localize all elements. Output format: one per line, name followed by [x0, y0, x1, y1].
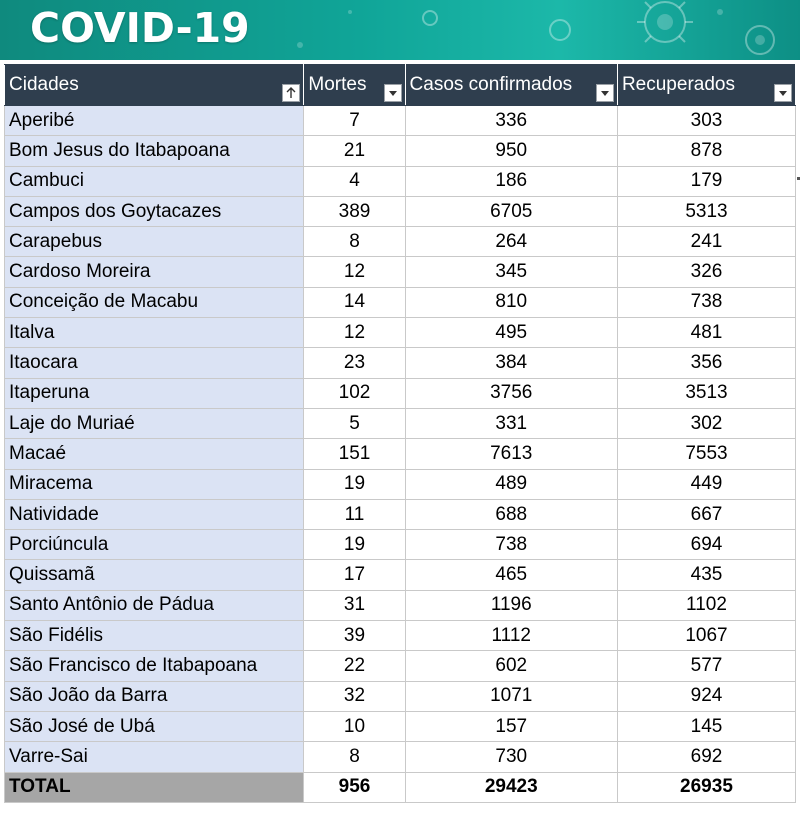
recovered-cell[interactable]: 303: [617, 106, 795, 136]
confirmed-cell[interactable]: 384: [405, 348, 617, 378]
recovered-cell[interactable]: 667: [617, 499, 795, 529]
arrow-up-icon: [286, 87, 296, 99]
city-cell[interactable]: Bom Jesus do Itabapoana: [5, 136, 304, 166]
total-label-cell[interactable]: TOTAL: [5, 772, 304, 802]
city-cell[interactable]: Itaperuna: [5, 378, 304, 408]
table-row[interactable]: [5, 196, 796, 226]
deaths-cell[interactable]: 32: [304, 681, 405, 711]
page-title: COVID-19: [30, 4, 250, 52]
column-header-confirmed: [405, 65, 617, 106]
table-row[interactable]: [5, 560, 796, 590]
deaths-cell[interactable]: 8: [304, 742, 405, 772]
confirmed-cell[interactable]: 950: [405, 136, 617, 166]
recovered-cell[interactable]: 1067: [617, 621, 795, 651]
recovered-cell[interactable]: 738: [617, 287, 795, 317]
sort-ascending-button[interactable]: [282, 84, 300, 102]
table-row[interactable]: [5, 499, 796, 529]
deaths-cell[interactable]: 12: [304, 318, 405, 348]
deaths-cell[interactable]: 17: [304, 560, 405, 590]
table-row[interactable]: [5, 590, 796, 620]
table-row[interactable]: [5, 166, 796, 196]
confirmed-cell[interactable]: 345: [405, 257, 617, 287]
column-header-recovered: [617, 65, 795, 106]
recovered-cell[interactable]: 356: [617, 348, 795, 378]
table-row[interactable]: [5, 439, 796, 469]
header-label: Mortes: [308, 74, 367, 95]
recovered-cell[interactable]: 302: [617, 408, 795, 438]
confirmed-cell[interactable]: 730: [405, 742, 617, 772]
deaths-cell[interactable]: 7: [304, 106, 405, 136]
city-cell[interactable]: Carapebus: [5, 227, 304, 257]
recovered-cell[interactable]: 179: [617, 166, 795, 196]
deaths-cell[interactable]: 22: [304, 651, 405, 681]
confirmed-cell[interactable]: 336: [405, 106, 617, 136]
header-label: Recuperados: [621, 74, 735, 95]
dropdown-triangle-icon: [600, 89, 610, 97]
city-cell[interactable]: Quissamã: [5, 560, 304, 590]
confirmed-cell[interactable]: 1196: [405, 590, 617, 620]
total-deaths-cell[interactable]: 956: [304, 772, 405, 802]
city-cell[interactable]: Italva: [5, 318, 304, 348]
confirmed-cell[interactable]: 186: [405, 166, 617, 196]
recovered-cell[interactable]: 435: [617, 560, 795, 590]
covid-table: [4, 64, 796, 803]
deaths-cell[interactable]: 11: [304, 499, 405, 529]
recovered-cell[interactable]: 241: [617, 227, 795, 257]
confirmed-cell[interactable]: 1071: [405, 681, 617, 711]
total-recovered-cell[interactable]: 26935: [617, 772, 795, 802]
city-cell[interactable]: Santo Antônio de Pádua: [5, 590, 304, 620]
deaths-cell[interactable]: 12: [304, 257, 405, 287]
recovered-cell[interactable]: 449: [617, 469, 795, 499]
deaths-cell[interactable]: 31: [304, 590, 405, 620]
confirmed-cell[interactable]: 602: [405, 651, 617, 681]
recovered-cell[interactable]: 1102: [617, 590, 795, 620]
header-row: [5, 65, 796, 106]
confirmed-cell[interactable]: 331: [405, 408, 617, 438]
table-row[interactable]: [5, 651, 796, 681]
header-label: Cidades: [9, 74, 79, 95]
table-row[interactable]: [5, 318, 796, 348]
table-row[interactable]: [5, 711, 796, 741]
recovered-cell[interactable]: 692: [617, 742, 795, 772]
deaths-cell[interactable]: 5: [304, 408, 405, 438]
city-cell[interactable]: Varre-Sai: [5, 742, 304, 772]
deaths-cell[interactable]: 14: [304, 287, 405, 317]
table-row[interactable]: [5, 348, 796, 378]
confirmed-cell[interactable]: 495: [405, 318, 617, 348]
table-row[interactable]: [5, 378, 796, 408]
table-row[interactable]: [5, 408, 796, 438]
city-cell[interactable]: Conceição de Macabu: [5, 287, 304, 317]
city-cell[interactable]: São Fidélis: [5, 621, 304, 651]
confirmed-cell[interactable]: 1112: [405, 621, 617, 651]
confirmed-cell[interactable]: 688: [405, 499, 617, 529]
table-row[interactable]: [5, 621, 796, 651]
table-row[interactable]: [5, 742, 796, 772]
column-header-deaths: [304, 65, 405, 106]
recovered-cell[interactable]: 924: [617, 681, 795, 711]
recovered-cell[interactable]: 7553: [617, 439, 795, 469]
city-cell[interactable]: Aperibé: [5, 106, 304, 136]
confirmed-cell[interactable]: 3756: [405, 378, 617, 408]
recovered-cell[interactable]: 5313: [617, 196, 795, 226]
header-label: Casos confirmados: [409, 74, 573, 95]
table-row[interactable]: [5, 227, 796, 257]
filter-dropdown-button[interactable]: [596, 84, 614, 102]
recovered-cell[interactable]: 577: [617, 651, 795, 681]
table-row[interactable]: [5, 257, 796, 287]
recovered-cell[interactable]: 694: [617, 530, 795, 560]
city-cell[interactable]: Laje do Muriaé: [5, 408, 304, 438]
deaths-cell[interactable]: 39: [304, 621, 405, 651]
deaths-cell[interactable]: 389: [304, 196, 405, 226]
deaths-cell[interactable]: 10: [304, 711, 405, 741]
recovered-cell[interactable]: 878: [617, 136, 795, 166]
confirmed-cell[interactable]: 264: [405, 227, 617, 257]
city-cell[interactable]: Macaé: [5, 439, 304, 469]
city-cell[interactable]: São João da Barra: [5, 681, 304, 711]
city-cell[interactable]: Cardoso Moreira: [5, 257, 304, 287]
table-row[interactable]: [5, 469, 796, 499]
city-cell[interactable]: Itaocara: [5, 348, 304, 378]
city-cell[interactable]: São José de Ubá: [5, 711, 304, 741]
city-cell[interactable]: Porciúncula: [5, 530, 304, 560]
confirmed-cell[interactable]: 157: [405, 711, 617, 741]
filter-dropdown-button[interactable]: [384, 84, 402, 102]
city-cell[interactable]: São Francisco de Itabapoana: [5, 651, 304, 681]
column-header-city: [5, 65, 304, 106]
table-row[interactable]: [5, 106, 796, 136]
table-row[interactable]: [5, 136, 796, 166]
recovered-cell[interactable]: 3513: [617, 378, 795, 408]
city-cell[interactable]: Campos dos Goytacazes: [5, 196, 304, 226]
filter-dropdown-button[interactable]: [774, 84, 792, 102]
dropdown-triangle-icon: [388, 89, 398, 97]
table-row[interactable]: [5, 287, 796, 317]
confirmed-cell[interactable]: 7613: [405, 439, 617, 469]
city-cell[interactable]: Miracema: [5, 469, 304, 499]
deaths-cell[interactable]: 19: [304, 469, 405, 499]
recovered-cell[interactable]: 145: [617, 711, 795, 741]
dropdown-triangle-icon: [778, 89, 788, 97]
covid-banner: [0, 0, 800, 60]
confirmed-cell[interactable]: 465: [405, 560, 617, 590]
recovered-cell[interactable]: 326: [617, 257, 795, 287]
confirmed-cell[interactable]: 738: [405, 530, 617, 560]
city-cell[interactable]: Cambuci: [5, 166, 304, 196]
table-row[interactable]: [5, 681, 796, 711]
city-cell[interactable]: Natividade: [5, 499, 304, 529]
table-row[interactable]: [5, 530, 796, 560]
deaths-cell[interactable]: 102: [304, 378, 405, 408]
recovered-cell[interactable]: 481: [617, 318, 795, 348]
deaths-cell[interactable]: 19: [304, 530, 405, 560]
deaths-cell[interactable]: 151: [304, 439, 405, 469]
deaths-cell[interactable]: 4: [304, 166, 405, 196]
total-confirmed-cell[interactable]: 29423: [405, 772, 617, 802]
confirmed-cell[interactable]: 489: [405, 469, 617, 499]
confirmed-cell[interactable]: 6705: [405, 196, 617, 226]
deaths-cell[interactable]: 21: [304, 136, 405, 166]
total-row[interactable]: [5, 772, 796, 802]
confirmed-cell[interactable]: 810: [405, 287, 617, 317]
deaths-cell[interactable]: 23: [304, 348, 405, 378]
deaths-cell[interactable]: 8: [304, 227, 405, 257]
